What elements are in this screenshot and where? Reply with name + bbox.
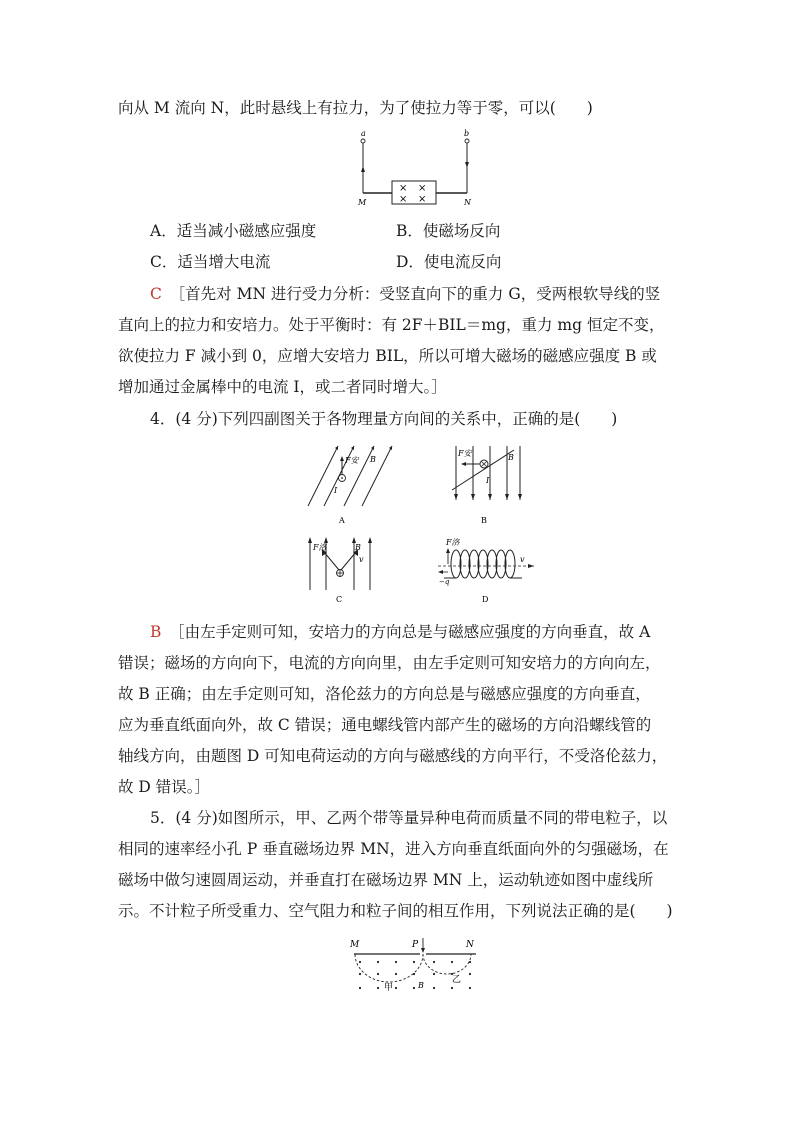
q4-explanation-line-2: 错误；磁场的方向向下，电流的方向向里，由左手定则可知安培力的方向向左， xyxy=(118,654,661,672)
q5-fig-label-m: M xyxy=(350,940,360,950)
q4d-caption: D xyxy=(482,595,489,604)
q5-fig-label-b: B xyxy=(418,981,424,990)
q5-fig-label-n: N xyxy=(466,940,474,950)
q4-explanation-line-4: 应为垂直纸面向外，故 C 错误；通电螺线管内部产生的磁场的方向沿螺线管的 xyxy=(118,716,652,734)
q3-fig-label-n: N xyxy=(464,198,471,207)
q4d-label-q: −q xyxy=(439,578,450,586)
q4c-label-f: F洛 xyxy=(313,543,327,552)
q3-stem-tail: 向从 M 流向 N，此时悬线上有拉力，为了使拉力等于零，可以( ) xyxy=(118,99,593,117)
q3-fig-label-b: b xyxy=(464,129,470,138)
q5-fig-label-p: P xyxy=(412,940,419,950)
q4-explanation-line-5: 轴线方向，由题图 D 可知电荷运动的方向与磁感线的方向平行，不受洛伦兹力， xyxy=(118,747,668,765)
q4a-label-b: B xyxy=(370,455,376,464)
q4-figure-c xyxy=(304,534,380,606)
q4c-label-v: v xyxy=(359,555,364,564)
q5-stem-line-1: 5．(4 分)如图所示，甲、乙两个带等量异种电荷而质量不同的带电粒子，以 xyxy=(150,809,668,827)
q3-explanation-line-3: 欲使拉力 F 减小到 0，应增大安培力 BIL，所以可增大磁场的磁感应强度 B 或 xyxy=(118,347,657,365)
q4-explanation-line-6: 故 D 错误。］ xyxy=(118,778,211,796)
svg-text:×: × xyxy=(418,194,427,205)
q4-figure-a xyxy=(298,444,398,528)
q4a-label-i: I xyxy=(334,486,338,495)
q4-explanation-line-3: 故 B 正确；由左手定则可知，洛伦兹力的方向总是与磁感应强度的方向垂直， xyxy=(118,685,651,703)
q3-explanation-line-4: 增加通过金属棒中的电流 I，或二者同时增大。］ xyxy=(118,378,447,396)
q3-option-a: A．适当减小磁感应强度 xyxy=(150,222,317,240)
q4-answer: B xyxy=(150,623,162,641)
q5-stem-line-3: 磁场中做匀速圆周运动，并垂直打在磁场边界 MN 上，运动轨迹如图中虚线所 xyxy=(118,871,654,889)
q3-answer: C xyxy=(150,285,162,303)
q3-fig-label-a: a xyxy=(361,129,366,138)
q3-fig-label-m: M xyxy=(358,198,367,207)
q5-fig-label-jia: 甲 xyxy=(384,983,394,993)
q4c-label-b: B xyxy=(355,543,361,552)
q4a-label-f: F安 xyxy=(345,456,359,465)
q4d-label-f: F洛 xyxy=(446,538,460,547)
q5-figure xyxy=(344,936,484,998)
q4-stem: 4．(4 分)下列四副图关于各物理量方向间的关系中，正确的是( ) xyxy=(150,410,618,428)
q3-fig-cross: × xyxy=(399,183,408,194)
q4a-caption: A xyxy=(339,516,345,525)
q5-stem-line-2: 相同的速率经小孔 P 垂直磁场边界 MN，进入方向垂直纸面向外的匀强磁场，在 xyxy=(118,840,669,858)
q4-explanation-line-1: B ［由左手定则可知，安培力的方向总是与磁感应强度的方向垂直，故 A xyxy=(150,623,651,641)
svg-text:×: × xyxy=(418,183,427,194)
q3-explanation-line-2: 直向上的拉力和安培力。处于平衡时：有 2F＋BIL＝mg，重力 mg 恒定不变， xyxy=(118,316,665,334)
q5-fig-label-yi: 乙 xyxy=(452,975,462,985)
q3-option-c: C．适当增大电流 xyxy=(150,253,271,271)
q4b-label-i: I xyxy=(486,476,490,485)
q4d-label-v: v xyxy=(520,555,525,564)
q3-option-d: D．使电流反向 xyxy=(396,253,502,271)
q3-option-b: B．使磁场反向 xyxy=(396,222,501,240)
q3-explanation-line-1: C ［首先对 MN 进行受力分析：受竖直向下的重力 G，受两根软导线的竖 xyxy=(150,285,661,303)
q4b-label-b: B xyxy=(508,453,514,462)
q4b-caption: B xyxy=(481,516,487,525)
svg-text:×: × xyxy=(399,194,408,205)
q5-stem-line-4: 示。不计粒子所受重力、空气阻力和粒子间的相互作用，下列说法正确的是( ) xyxy=(118,902,673,920)
q3-figure xyxy=(352,127,482,209)
q4-figure-d xyxy=(436,534,536,606)
q4b-label-f: F安 xyxy=(458,449,472,458)
q4-figure-b xyxy=(446,444,526,528)
q4c-caption: C xyxy=(336,595,343,604)
